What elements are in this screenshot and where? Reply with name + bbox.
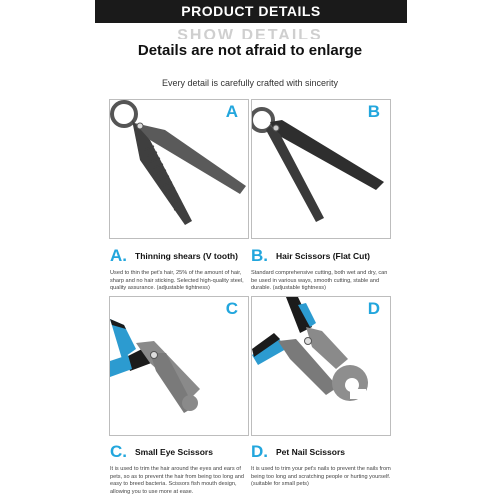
caption-letter-a: A. <box>110 246 127 265</box>
product-image-panel-a <box>109 99 249 239</box>
product-title-a: Thinning shears (V tooth) <box>135 251 238 261</box>
product-description-c: It is used to trim the hair around the eyes and ears of pets, so as to prevent the hair from being too long and easy to breed bacteria. Scissors fish mouth design, allowing you to use more at ease. <box>110 466 245 495</box>
product-caption-c <box>110 442 250 496</box>
product-description-b: Standard comprehensive cutting, both wet and dry, can be used in various ways, smooth cutting, stable and durable. (adjustable tightness) <box>251 270 388 291</box>
product-image-panel-d <box>251 296 391 436</box>
caption-letter-c: C. <box>110 442 127 461</box>
panel-letter-c: C <box>225 299 238 318</box>
product-caption-d <box>251 442 391 489</box>
product-title-d: Pet Nail Scissors <box>276 447 345 457</box>
product-details-banner: PRODUCT DETAILS <box>95 0 407 23</box>
panel-letter-a: A <box>225 102 238 121</box>
product-image-panel-b <box>251 99 391 239</box>
caption-letter-d: D. <box>251 442 268 461</box>
show-details-watermark: SHOW DETAILS <box>177 29 323 39</box>
product-caption-a <box>110 246 250 293</box>
panel-letter-b: B <box>367 102 380 121</box>
caption-letter-b: B. <box>251 246 268 265</box>
product-image-panel-c <box>109 296 249 436</box>
product-title-c: Small Eye Scissors <box>135 447 213 457</box>
product-title-b: Hair Scissors (Flat Cut) <box>276 251 370 261</box>
product-description-a: Used to thin the pet's hair, 25% of the amount of hair, sharp and no hair sticking. Selected high-quality steel, quality assurance. (adjustable tightness) <box>110 270 244 291</box>
panel-letter-d: D <box>367 299 380 318</box>
product-caption-b <box>251 246 391 293</box>
page-subheadline: Every detail is carefully crafted with sincerity <box>161 78 339 88</box>
page-headline: Details are not afraid to enlarge <box>137 42 363 59</box>
product-description-d: It is used to trim your pet's nails to prevent the nails from being too long and scratching people or hurting yourself. (suitable for small pets) <box>251 466 391 487</box>
